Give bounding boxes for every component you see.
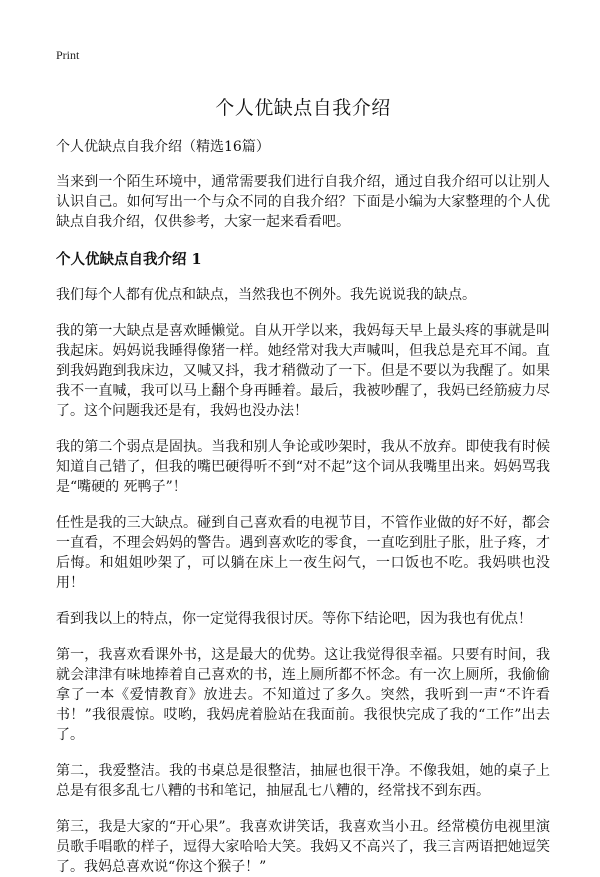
body-paragraph: 我们每个人都有优点和缺点，当然我也不例外。我先说说我的缺点。 [56,287,476,303]
body-paragraph: 第二，我爱整洁。我的书桌总是很整洁，抽屉也很干净。不像我姐，她的桌子上总是有很多乱七八糟的书和笔记，抽屉乱七八糟的，经常找不到东西。 [56,763,550,799]
section-heading: 个人优缺点自我介绍 1 [56,251,202,268]
page-title: 个人优缺点自我介绍 [215,97,391,119]
print-link[interactable]: Print [56,48,80,62]
body-paragraph: 看到我以上的特点，你一定觉得我很讨厌。等你下结论吧，因为我也有优点！ [56,611,532,627]
intro-paragraph: 当来到一个陌生环境中，通常需要我们进行自我介绍，通过自我介绍可以让别人认识自己。如何写出一个与众不同的自我介绍？下面是小编为大家整理的个人优缺点自我介绍，仅供参考，大家一起来看看吧。 [56,174,550,230]
body-paragraph: 第一，我喜欢看课外书，这是最大的优势。这让我觉得很幸福。只要有时间，我就会津津有味地捧着自己喜欢的书，连上厕所都不怀念。有一次上厕所，我偷偷拿了一本《爱情教育》放进去。不知道过了多久。突然，我听到一声“不许看书！”我很震惊。哎哟，我妈虎着脸站在我面前。我很快完成了我的“工作”出去了。 [56,647,550,743]
body-paragraph: 我的第一大缺点是喜欢睡懒觉。自从开学以来，我妈每天早上最头疼的事就是叫我起床。妈妈说我睡得像猪一样。她经常对我大声喊叫，但我总是充耳不闻。直到我妈跑到我床边，又喊又抖，我才稍微动了一下。但是不要以为我醒了。如果我不一直喊，我可以马上翻个身再睡着。最后，我被吵醒了，我妈已经筋疲力尽了。这个问题我还是有，我妈也没办法！ [56,323,550,419]
body-paragraph: 任性是我的三大缺点。碰到自己喜欢看的电视节目，不管作业做的好不好，都会一直看，不理会妈妈的警告。遇到喜欢吃的零食，一直吃到肚子胀，肚子疼，才后悔。和姐姐吵架了，可以躺在床上一夜生闷气，一口饭也不吃。我妈哄也没用！ [56,515,550,591]
document-subtitle: 个人优缺点自我介绍（精选16篇） [56,139,270,155]
body-paragraph: 第三，我是大家的“开心果”。我喜欢讲笑话，我喜欢当小丑。经常模仿电视里演员歌手唱歌的样子，逗得大家哈哈大笑。我妈又不高兴了，我三言两语把她逗笑了。我妈总喜欢说“你这个猴子！” [56,819,550,875]
body-paragraph: 我的第二个弱点是固执。当我和别人争论或吵架时，我从不放弃。即使我有时候知道自己错了，但我的嘴巴硬得听不到“对不起”这个词从我嘴里出来。妈妈骂我是“嘴硬的 死鸭子”！ [56,439,550,495]
